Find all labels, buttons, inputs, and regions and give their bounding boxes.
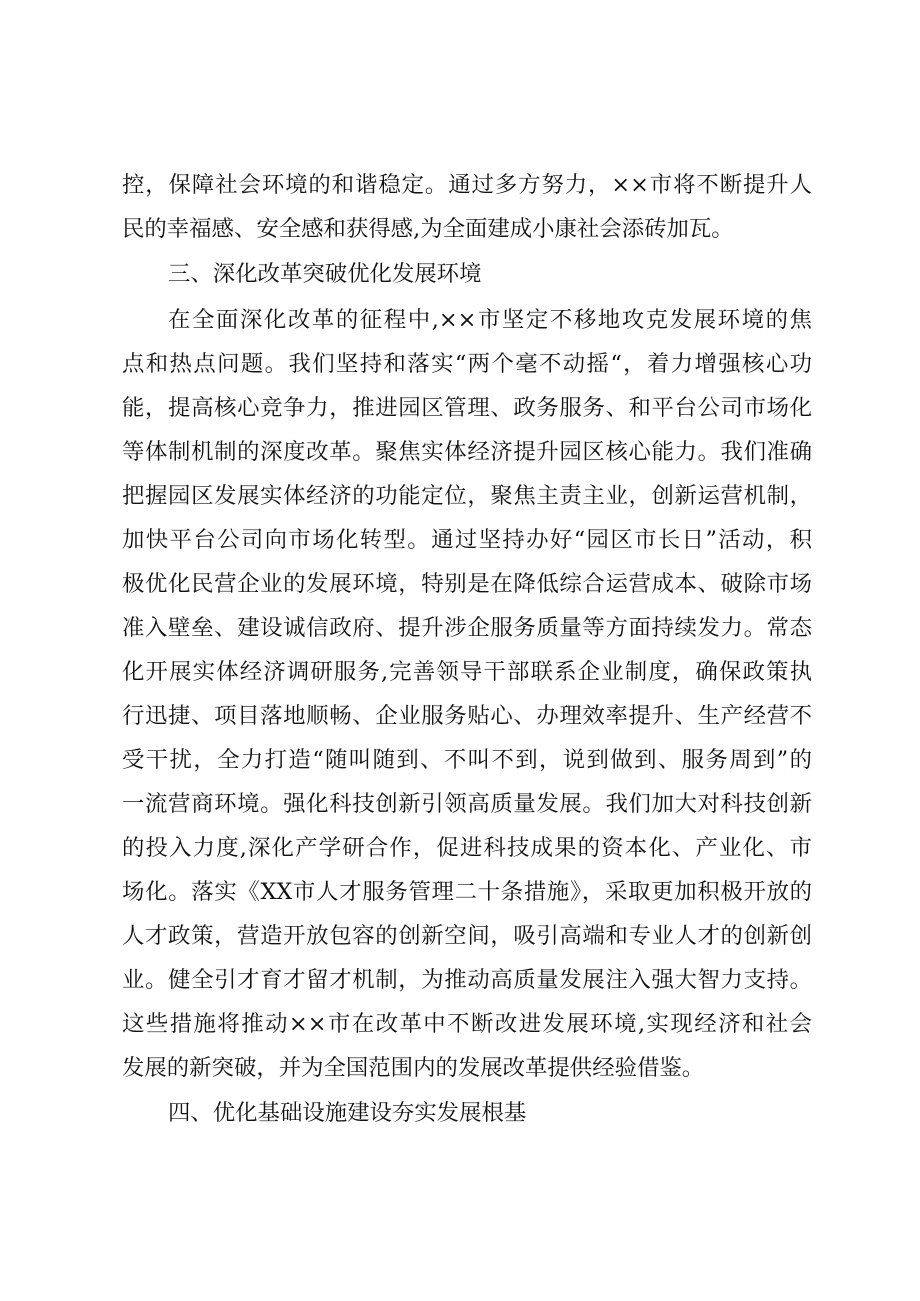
paragraph-line: 准入壁垒、建设诚信政府、提升涉企服务质量等方面持续发力。常态: [122, 615, 812, 641]
section-heading: 三、深化改革突破优化发展环境: [168, 261, 482, 287]
paragraph-line: 发展的新突破，并为全国范围内的发展改革提供经验借鉴。: [122, 1055, 705, 1081]
paragraph-line: 能，提高核心竞争力，推进园区管理、政务服务、和平台公司市场化: [122, 395, 812, 421]
paragraph-line: 控，保障社会环境的和谐稳定。通过多方努力，××市将不断提升人: [122, 172, 812, 198]
paragraph-line: 等体制机制的深度改革。聚焦实体经济提升园区核心能力。我们准确: [122, 439, 812, 465]
paragraph-line: 化开展实体经济调研服务,完善领导干部联系企业制度，确保政策执: [122, 659, 812, 685]
paragraph-line: 把握园区发展实体经济的功能定位，聚焦主责主业，创新运营机制，: [122, 483, 812, 509]
section-heading: 四、优化基础设施建设夯实发展根基: [168, 1100, 527, 1126]
paragraph-line: 点和热点问题。我们坚持和落实“两个毫不动摇“，着力增强核心功: [122, 351, 812, 377]
paragraph-line: 场化。落实《XX市人才服务管理二十条措施》，采取更加积极开放的: [122, 879, 812, 905]
paragraph-line: 在全面深化改革的征程中,××市坚定不移地攻克发展环境的焦: [168, 307, 812, 333]
paragraph-line: 极优化民营企业的发展环境，特别是在降低综合运营成本、破除市场: [122, 571, 812, 597]
paragraph-line: 受干扰，全力打造“随叫随到、不叫不到，说到做到、服务周到”的: [122, 747, 812, 773]
paragraph-line: 民的幸福感、安全感和获得感,为全面建成小康社会添砖加瓦。: [122, 216, 734, 242]
paragraph-line: 行迅捷、项目落地顺畅、企业服务贴心、办理效率提升、生产经营不: [122, 703, 812, 729]
paragraph-line: 一流营商环境。强化科技创新引领高质量发展。我们加大对科技创新: [122, 791, 812, 817]
paragraph-line: 这些措施将推动××市在改革中不断改进发展环境,实现经济和社会: [122, 1011, 812, 1037]
paragraph-line: 人才政策，营造开放包容的创新空间，吸引高端和专业人才的创新创: [122, 923, 812, 949]
paragraph-line: 加快平台公司向市场化转型。通过坚持办好“园区市长日”活动，积: [122, 527, 812, 553]
paragraph-line: 的投入力度,深化产学研合作，促进科技成果的资本化、产业化、市: [122, 835, 812, 861]
paragraph-line: 业。健全引才育才留才机制，为推动高质量发展注入强大智力支持。: [122, 967, 812, 993]
